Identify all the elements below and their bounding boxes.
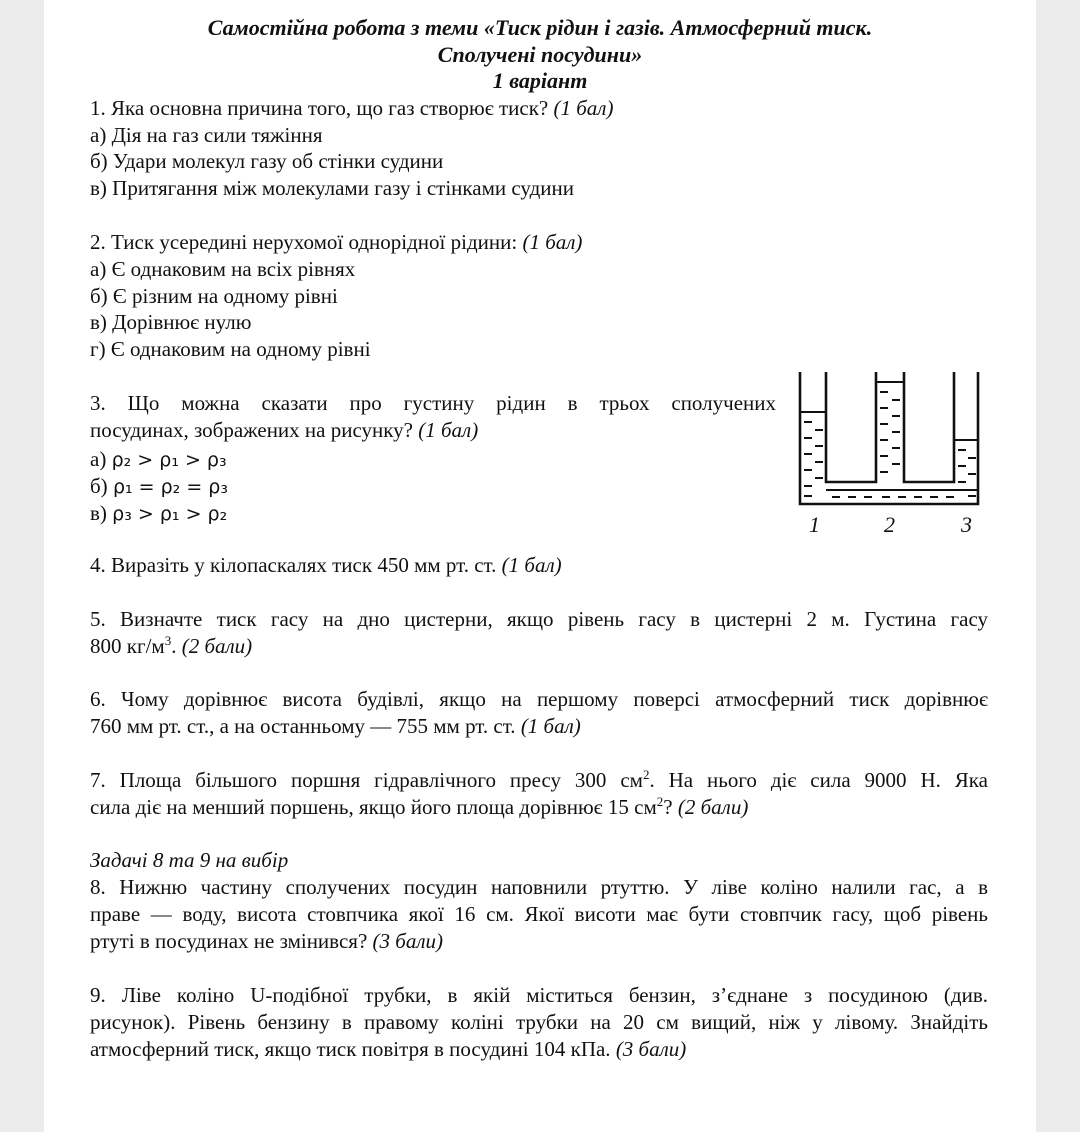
question-8-line2: праве — воду, висота стовпчика якої 16 см. Якої висоти має бути стовпчик гасу, щоб рівень: [90, 902, 988, 926]
answer-option: в) Притягання між молекулами газу і стінками судини: [90, 176, 574, 200]
question-2: 2. Тиск усередині нерухомої однорідної рідини: (1 бал): [90, 230, 583, 254]
answer-option: б) ρ₁ = ρ₂ = ρ₃: [90, 474, 228, 498]
question-score: (1 бал): [520, 714, 581, 738]
variant-label: 1 варіант: [492, 68, 588, 93]
question-6: 6. Чому дорівнює висота будівлі, якщо на першому поверсі атмосферний тиск дорівнює: [90, 687, 988, 711]
choice-note: Задачі 8 та 9 на вибір: [90, 848, 289, 872]
page-title-line2: Сполучені посудини»: [437, 42, 643, 67]
answer-option: а) Дія на газ сили тяжіння: [90, 123, 323, 147]
question-8-line3: ртуті в посудинах не змінився? (3 бали): [90, 929, 443, 953]
vessel-label-3: 3: [961, 512, 972, 537]
question-3-line2: посудинах, зображених на рисунку? (1 бал): [90, 418, 479, 442]
vessel-label-2: 2: [884, 512, 895, 537]
answer-option: г) Є однаковим на одному рівні: [90, 337, 371, 361]
question-3: 3. Що можна сказати про густину рідин в трьох сполучених: [90, 391, 776, 415]
question-6-line2: 760 мм рт. ст., а на останньому — 755 мм рт. ст. (1 бал): [90, 714, 581, 738]
answer-option: а) ρ₂ > ρ₁ > ρ₃: [90, 447, 227, 471]
question-4: 4. Виразіть у кілопаскалях тиск 450 мм рт. ст. (1 бал): [90, 553, 562, 577]
page-title: Самостійна робота з теми «Тиск рідин і газів. Атмосферний тиск.: [207, 15, 873, 40]
question-score: (1 бал): [553, 96, 614, 120]
question-score: (2 бали): [181, 634, 253, 658]
question-5-line2: 800 $кг/м^3$. (2 бали): [90, 633, 253, 658]
question-score: (3 бали): [372, 929, 443, 953]
question-score: (3 бали): [615, 1037, 687, 1061]
answer-option: в) Дорівнює нулю: [90, 310, 252, 334]
answer-option: в) ρ₃ > ρ₁ > ρ₂: [90, 501, 228, 525]
communicating-vessels-figure: [796, 370, 986, 510]
question-9-line2: рисунок). Рівень бензину в правому коліні трубки на 20 см вищий, ніж у лівому. Знайдіть: [90, 1010, 988, 1034]
question-score: (1 бал): [501, 553, 562, 577]
question-score: (2 бали): [677, 795, 749, 819]
answer-option: б) Удари молекул газу об стінки судини: [90, 149, 444, 173]
question-8: 8. Нижню частину сполучених посудин наповнили ртуттю. У ліве коліно налили гас, а в: [90, 875, 988, 899]
question-score: (1 бал): [418, 418, 479, 442]
question-score: (1 бал): [522, 230, 583, 254]
question-7: 7. Площа більшого поршня гідравлічного пресу 300 $см^2$. На нього діє сила 9000 Н. Яка: [90, 767, 988, 792]
answer-option: а) Є однаковим на всіх рівнях: [90, 257, 356, 281]
question-9-line3: атмосферний тиск, якщо тиск повітря в посудині 104 кПа. (3 бали): [90, 1037, 687, 1061]
vessel-label-1: 1: [809, 512, 820, 537]
question-9: 9. Ліве коліно U-подібної трубки, в якій міститься бензин, з’єднане з посудиною (див.: [90, 983, 988, 1007]
question-1: 1. Яка основна причина того, що газ створює тиск? (1 бал): [90, 96, 614, 120]
answer-option: б) Є різним на одному рівні: [90, 284, 338, 308]
question-7-line2: сила діє на менший поршень, якщо його площа дорівнює 15 $см^2$? (2 бали): [90, 794, 749, 819]
question-5: 5. Визначте тиск гасу на дно цистерни, якщо рівень гасу в цистерні 2 м. Густина гасу: [90, 607, 988, 631]
